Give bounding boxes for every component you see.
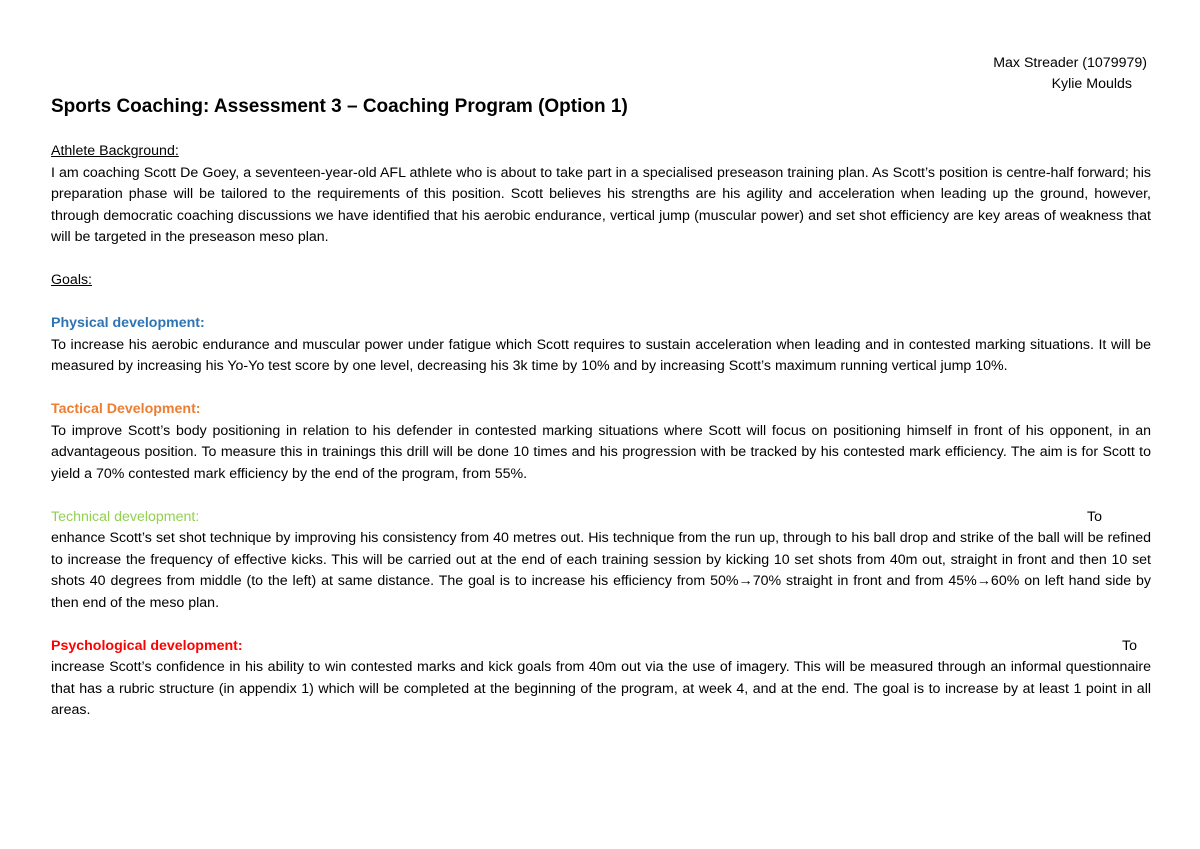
psychological-development-text: increase Scott’s confidence in his ability to win contested marks and kick goals from 40m out via the use of imagery. This will be measured through an informal questionnaire that has a rubric structure (in appendix 1) which will be completed at the beginning of the program, at week 4, and at the end. The goal is to increase by at least 1 point in all areas. — [51, 659, 1151, 718]
document-body — [51, 141, 1151, 743]
technical-development-lead-word: To — [1087, 508, 1102, 525]
psychological-development-section — [51, 636, 1151, 722]
physical-development-heading: Physical development: — [51, 315, 205, 331]
author-block — [993, 53, 1147, 95]
athlete-background-section — [51, 141, 1151, 249]
technical-development-text: enhance Scott’s set shot technique by improving his consistency from 40 metres out. His technique from the run up, through to his ball drop and strike of the ball will be refined to increase the frequency of effective kicks. This will be carried out at the end of each training session by kicking 10 set shots from 40m out, straight in front and then 10 set shots 40 degrees from middle (to the left) at same distance. The goal is to increase his efficiency from 50%→70% straight in front and from 45%→60% on left hand side by then end of the meso plan. — [51, 530, 1151, 611]
author-line-student: Max Streader (1079979) — [993, 55, 1147, 71]
psychological-development-lead-word: To — [1122, 637, 1137, 654]
psychological-development-heading-row — [51, 636, 1151, 658]
tactical-development-heading: Tactical Development: — [51, 401, 201, 417]
physical-development-text: To increase his aerobic endurance and muscular power under fatigue which Scott requires to sustain acceleration when leading and in contested marking situations. It will be measured by increasing his Yo-Yo test score by one level, decreasing his 3k time by 10% and by increasing Scott’s maximum running vertical jump 10%. — [51, 336, 1151, 374]
author-line-tutor: Kylie Moulds — [1051, 76, 1132, 92]
goals-section — [51, 270, 1151, 292]
tactical-development-section — [51, 399, 1151, 485]
athlete-background-text: I am coaching Scott De Goey, a seventeen-year-old AFL athlete who is about to take part in a specialised preseason training plan. As Scott’s position is centre-half forward; his preparation phase will be tailored to the requirements of this position. Scott believes his strengths are his agility and acceleration when leading up the ground, however, through democratic coaching discussions we have identified that his aerobic endurance, vertical jump (muscular power) and set shot efficiency are key areas of weakness that will be targeted in the preseason meso plan. — [51, 164, 1151, 245]
psychological-development-heading: Psychological development: — [51, 637, 243, 654]
goals-heading: Goals: — [51, 272, 93, 288]
technical-development-heading-row — [51, 507, 1151, 529]
physical-development-section — [51, 313, 1151, 378]
athlete-background-heading: Athlete Background: — [51, 143, 179, 159]
technical-development-section — [51, 507, 1151, 615]
tactical-development-text: To improve Scott’s body positioning in relation to his defender in contested marking situations where Scott will focus on positioning himself in front of his opponent, in an advantageous position. To measure this in trainings this drill will be done 10 times and his progression with be tracked by his contested mark efficiency. The aim is for Scott to yield a 70% contested mark efficiency by the end of the program, from 55%. — [51, 422, 1151, 482]
technical-development-heading: Technical development: — [51, 508, 200, 525]
document-title: Sports Coaching: Assessment 3 – Coaching Program (Option 1) — [51, 96, 628, 117]
